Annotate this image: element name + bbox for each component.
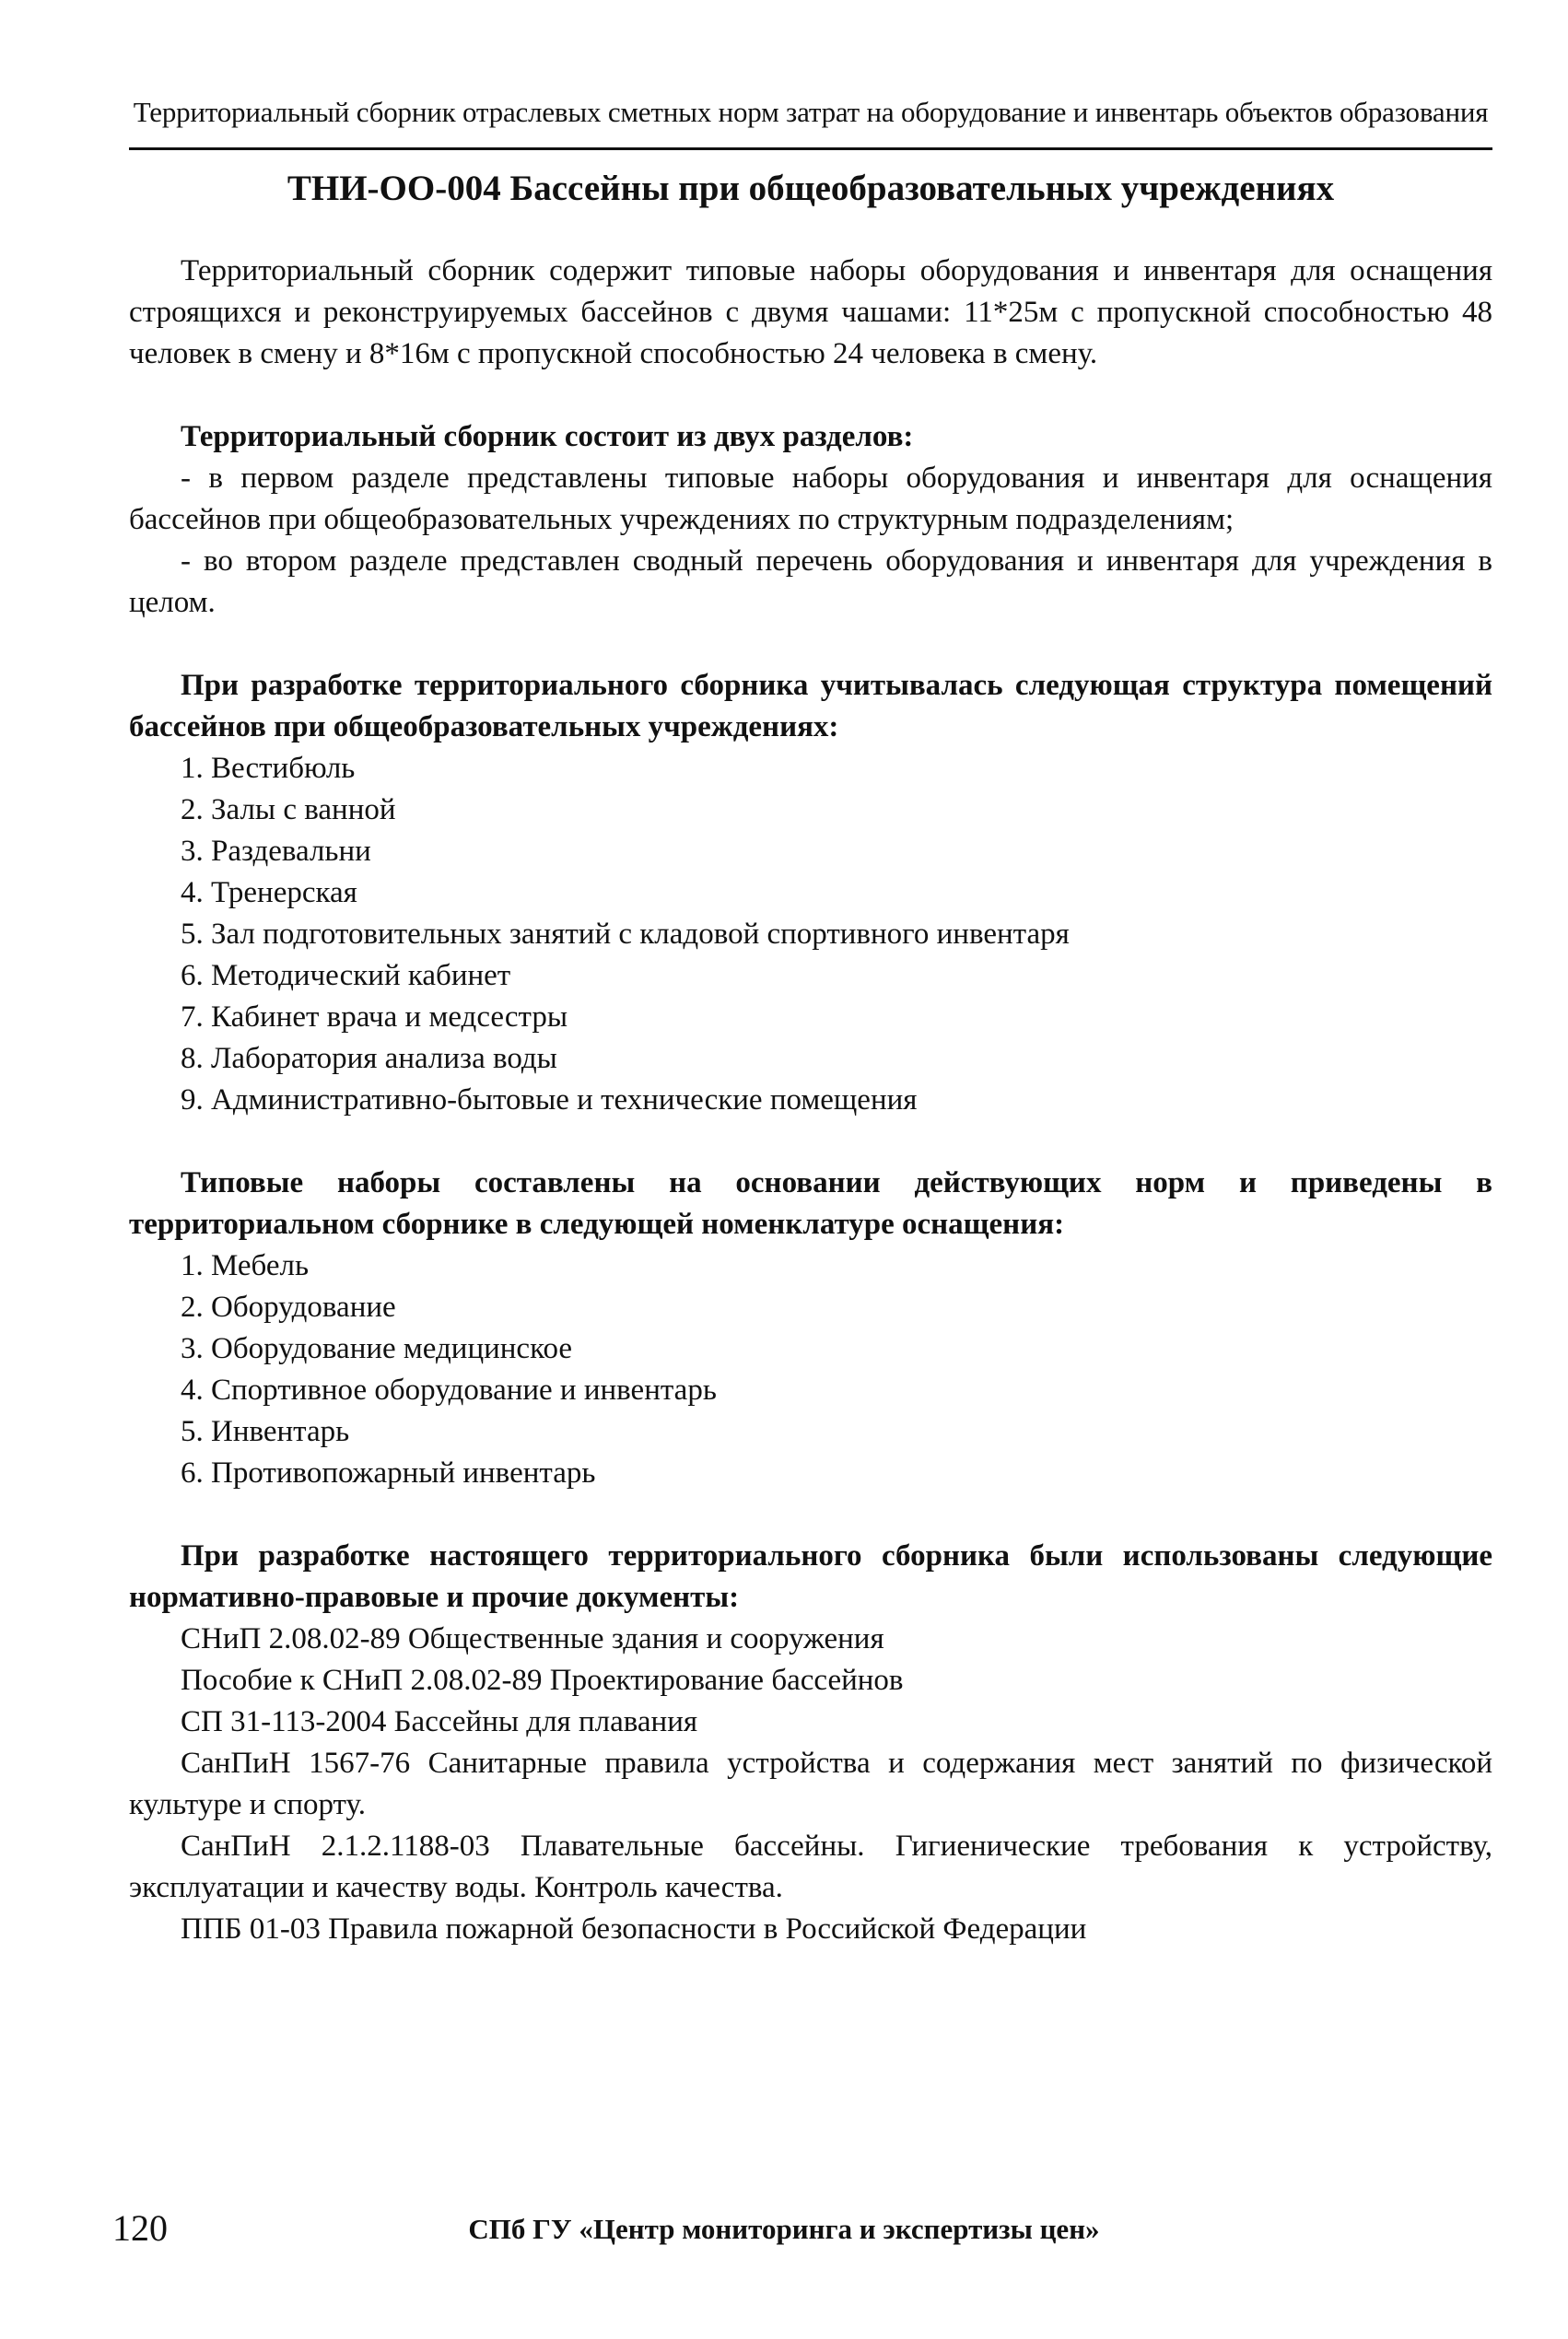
nomenclature-item: 5. Инвентарь: [181, 1415, 350, 1448]
nomenclature-item: 3. Оборудование медицинское: [181, 1332, 572, 1365]
structure-item: 5. Зал подготовительных занятий с кладовой спортивного инвентаря: [181, 918, 1070, 951]
structure-item: 9. Административно-бытовые и технические помещения: [181, 1083, 918, 1117]
structure-item: 3. Раздевальни: [181, 835, 371, 868]
document-item: ППБ 01-03 Правила пожарной безопасности в Российской Федерации: [181, 1912, 1087, 1946]
document-body: [129, 251, 1492, 1950]
page-title: ТНИ-ОО-004 Бассейны при общеобразовательных учреждениях: [287, 169, 1335, 208]
nomenclature-item: 2. Оборудование: [181, 1291, 396, 1324]
document-item: СанПиН 2.1.2.1188-03 Плавательные бассейны. Гигиенические требования к устройству, эксплуатации и качеству воды. Контроль качества.: [129, 1830, 1492, 1904]
nomenclature-item: 6. Противопожарный инвентарь: [181, 1456, 596, 1490]
nomenclature-item: 1. Мебель: [181, 1249, 310, 1282]
structure-item: 1. Вестибюль: [181, 752, 356, 785]
structure-item: 7. Кабинет врача и медсестры: [181, 1000, 568, 1034]
documents-heading: При разработке настоящего территориального сборника были использованы следующие нормативно-правовые и прочие документы:: [129, 1539, 1492, 1614]
structure-item: 6. Методический кабинет: [181, 959, 511, 992]
structure-heading: При разработке территориального сборника учитывалась следующая структура помещений бассейнов при общеобразовательных учреждениях:: [129, 669, 1492, 743]
document-item: СанПиН 1567-76 Санитарные правила устройства и содержания мест занятий по физической культуре и спорту.: [129, 1747, 1492, 1821]
intro-paragraph: Территориальный сборник содержит типовые наборы оборудования и инвентаря для оснащения строящихся и реконструируемых бассейнов с двумя чашами: 11*25м с пропускной способностью 48 человек в смену и 8*16м с пропускной способностью 24 человека в смену.: [129, 254, 1492, 370]
structure-item: 2. Залы с ванной: [181, 793, 396, 826]
nomenclature-heading: Типовые наборы составлены на основании действующих норм и приведены в территориальном сборнике в следующей номенклатуре оснащения:: [129, 1166, 1492, 1241]
structure-item: 4. Тренерская: [181, 876, 357, 909]
document-item: Пособие к СНиП 2.08.02-89 Проектирование бассейнов: [181, 1664, 904, 1697]
structure-item: 8. Лаборатория анализа воды: [181, 1042, 557, 1075]
header-rule: [129, 147, 1492, 150]
page-number: 120: [112, 2207, 168, 2249]
footer-organization: СПб ГУ «Центр мониторинга и экспертизы цен»: [468, 2213, 1100, 2245]
sections-heading: Территориальный сборник состоит из двух разделов:: [181, 420, 914, 453]
sections-item: - во втором разделе представлен сводный перечень оборудования и инвентаря для учреждения в целом.: [129, 544, 1492, 619]
running-header: Территориальный сборник отраслевых сметных норм затрат на оборудование и инвентарь объектов образования: [133, 96, 1489, 128]
sections-item: - в первом разделе представлены типовые наборы оборудования и инвентаря для оснащения бассейнов при общеобразовательных учреждениях по структурным подразделениям;: [129, 462, 1492, 536]
document-item: СП 31-113-2004 Бассейны для плавания: [181, 1705, 698, 1738]
nomenclature-item: 4. Спортивное оборудование и инвентарь: [181, 1374, 717, 1407]
document-item: СНиП 2.08.02-89 Общественные здания и сооружения: [181, 1622, 884, 1655]
